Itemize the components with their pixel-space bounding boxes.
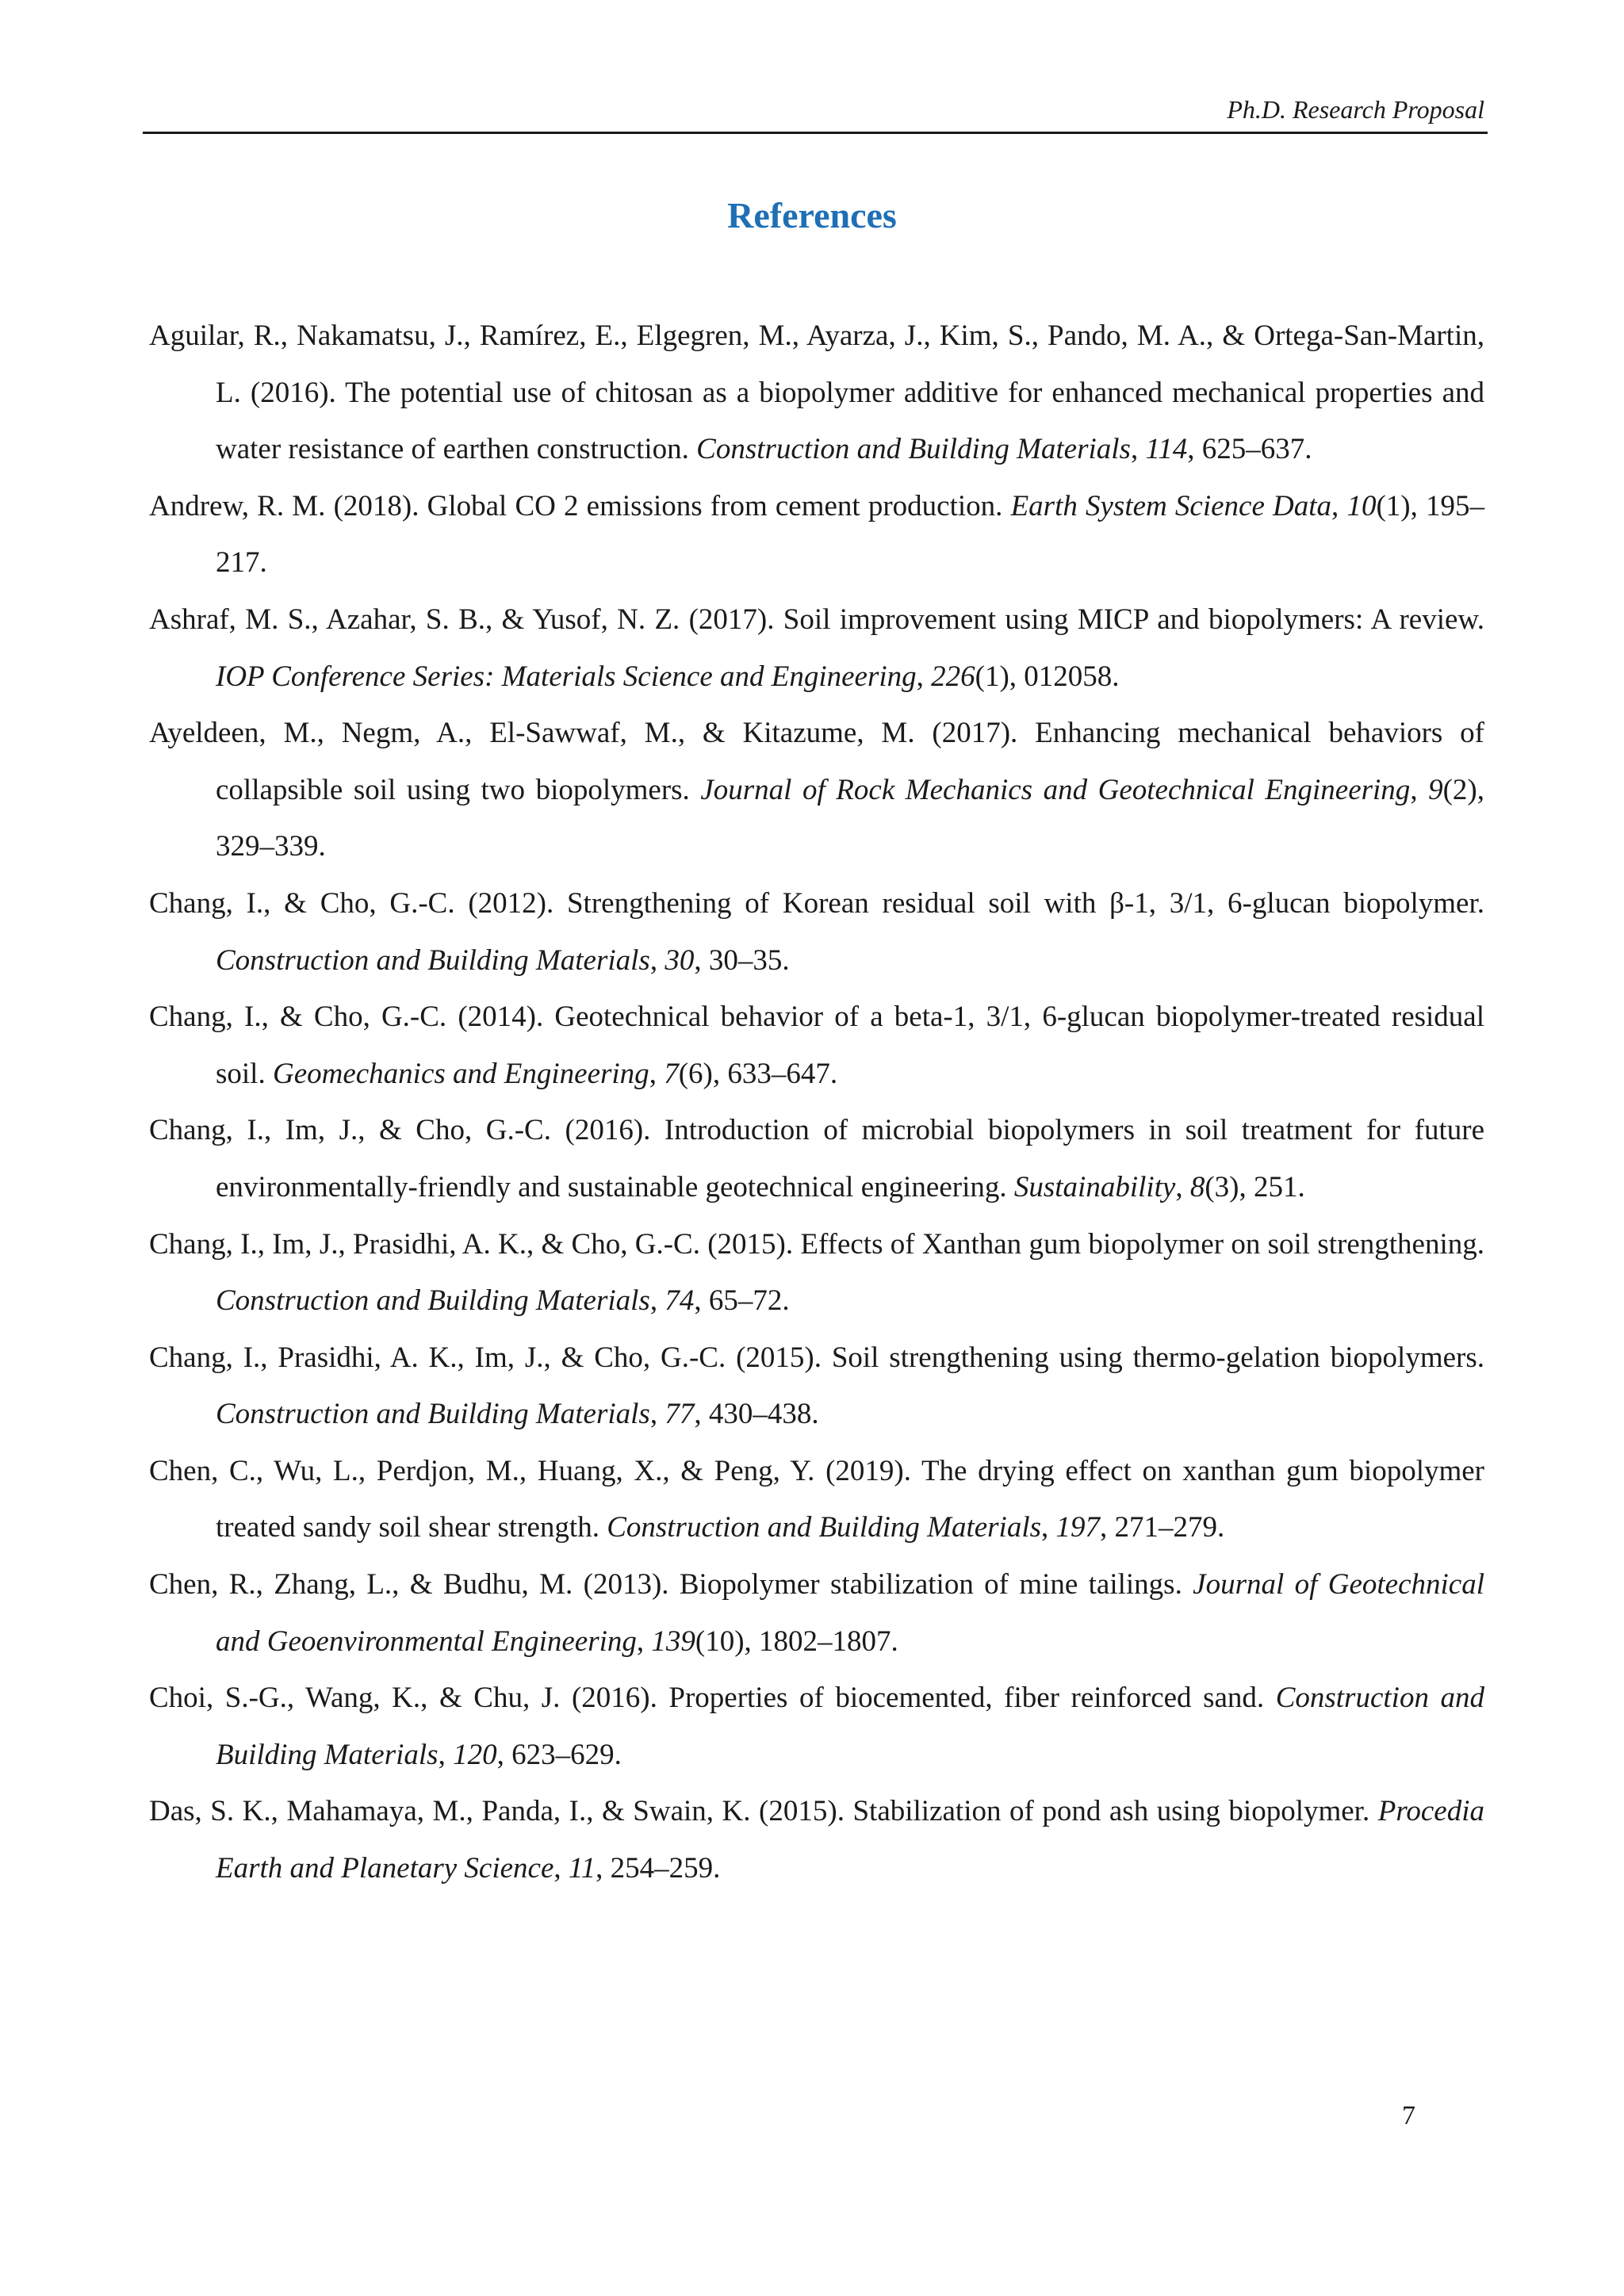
reference-list <box>149 308 1484 1897</box>
reference-text: , 623–629. <box>496 1738 622 1771</box>
reference-text: (2), 329–339. <box>216 773 1485 863</box>
reference-italic-text: 10 <box>1346 489 1377 522</box>
reference-text: Chang, I., Im, J., Prasidhi, A. K., & Cho, G.-C. (2015). Effects of Xanthan gum biopolymer on soil strengthening. <box>149 1227 1484 1261</box>
reference-text: Andrew, R. M. (2018). Global CO 2 emissions from cement production. <box>149 489 1011 522</box>
reference-entry <box>149 308 1484 478</box>
reference-text: , <box>636 1624 652 1658</box>
reference-italic-text: 11 <box>568 1852 596 1885</box>
reference-italic-text: Journal of Geotechnical and Geoenvironmental Engineering <box>216 1568 1484 1658</box>
reference-entry <box>149 1330 1484 1443</box>
reference-entry <box>149 1102 1484 1215</box>
reference-text: Chang, I., Im, J., & Cho, G.-C. (2016). Introduction of microbial biopolymers in soil treatment for future environmentally-friendly and sustainable geotechnical engineering. <box>149 1114 1484 1203</box>
reference-text: , <box>1130 433 1146 466</box>
reference-text: , 254–259. <box>596 1852 721 1885</box>
reference-text: , <box>1410 773 1429 806</box>
reference-text: , <box>649 1057 665 1090</box>
reference-entry <box>149 478 1484 591</box>
reference-entry <box>149 1556 1484 1670</box>
reference-text: , <box>1041 1511 1056 1544</box>
reference-entry <box>149 705 1484 875</box>
reference-text: Chen, C., Wu, L., Perdjon, M., Huang, X., & Peng, Y. (2019). The drying effect on xanthan gum biopolymer treated sandy soil shear strength. <box>149 1454 1484 1544</box>
reference-text: Chen, R., Zhang, L., & Budhu, M. (2013). Biopolymer stabilization of mine tailings. <box>149 1568 1193 1601</box>
reference-italic-text: Construction and Building Materials <box>216 943 650 977</box>
reference-text: (1), 195–217. <box>216 489 1484 580</box>
reference-italic-text: Construction and Building Materials <box>216 1284 650 1318</box>
reference-text: (6), 633–647. <box>678 1057 838 1090</box>
reference-italic-text: IOP Conference Series: Materials Science and Engineering <box>216 660 917 693</box>
reference-italic-text: Construction and Building Materials <box>216 1682 1484 1771</box>
reference-italic-text: 8 <box>1189 1170 1205 1203</box>
reference-text: Chang, I., Prasidhi, A. K., Im, J., & Cho, G.-C. (2015). Soil strengthening using thermo-gelation biopolymers. <box>149 1341 1484 1374</box>
reference-italic-text: 139 <box>651 1624 695 1658</box>
reference-entry <box>149 875 1484 989</box>
reference-italic-text: Geomechanics and Engineering <box>272 1057 649 1090</box>
section-title: References <box>727 195 897 235</box>
reference-text: , 271–279. <box>1100 1511 1225 1544</box>
reference-text: , <box>649 1398 665 1431</box>
reference-text: , 430–438. <box>694 1398 819 1431</box>
reference-text: , <box>1331 489 1347 522</box>
reference-italic-text: Construction and Building Materials <box>696 433 1131 466</box>
reference-italic-text: Sustainability <box>1013 1170 1176 1203</box>
reference-text: Aguilar, R., Nakamatsu, J., Ramírez, E., Elgegren, M., Ayarza, J., Kim, S., Pando, M. A., & Ortega-San-Martin, L. (2016). The potential use of chitosan as a biopolymer additive for enhanced mechanical properties and water resistance of earthen construction. <box>149 320 1484 466</box>
reference-text: Ashraf, M. S., Azahar, S. B., & Yusof, N. Z. (2017). Soil improvement using MICP and biopolymers: A review. <box>149 603 1484 636</box>
reference-text: Das, S. K., Mahamaya, M., Panda, I., & Swain, K. (2015). Stabilization of pond ash using biopolymer. <box>149 1795 1378 1828</box>
reference-italic-text: 197 <box>1055 1511 1101 1544</box>
reference-text: , <box>916 660 932 693</box>
reference-text: , 625–637. <box>1187 433 1312 466</box>
reference-text: Chang, I., & Cho, G.-C. (2014). Geotechnical behavior of a beta-1, 3/1, 6-glucan biopolymer-treated residual soil. <box>149 1001 1484 1090</box>
reference-text: (1), 012058. <box>975 660 1120 693</box>
reference-italic-text: Procedia Earth and Planetary Science <box>216 1795 1484 1885</box>
reference-italic-text: Earth System Science Data <box>1010 489 1332 522</box>
reference-text: , <box>649 1284 665 1318</box>
reference-entry <box>149 989 1484 1102</box>
reference-italic-text: Construction and Building Materials <box>607 1511 1042 1544</box>
reference-italic-text: 120 <box>453 1738 497 1771</box>
reference-italic-text: 30 <box>665 943 695 977</box>
reference-entry <box>149 1670 1484 1783</box>
reference-text: , <box>553 1852 569 1885</box>
reference-text: , <box>649 943 665 977</box>
reference-text: , <box>1175 1170 1190 1203</box>
reference-italic-text: 74 <box>665 1284 695 1318</box>
reference-text: Choi, S.-G., Wang, K., & Chu, J. (2016). Properties of biocemented, fiber reinforced sand. <box>149 1682 1276 1715</box>
reference-text: (3), 251. <box>1205 1170 1305 1203</box>
page-number: 7 <box>1402 2101 1415 2130</box>
reference-entry <box>149 1216 1484 1330</box>
running-title: Ph.D. Research Proposal <box>1227 95 1484 124</box>
reference-italic-text: 226 <box>931 660 975 693</box>
reference-italic-text: 7 <box>664 1057 679 1090</box>
reference-text: , 65–72. <box>694 1284 790 1318</box>
reference-italic-text: 114 <box>1145 433 1188 466</box>
reference-text: Chang, I., & Cho, G.-C. (2012). Strengthening of Korean residual soil with β-1, 3/1, 6-glucan biopolymer. <box>149 886 1484 920</box>
reference-italic-text: Journal of Rock Mechanics and Geotechnical Engineering <box>700 773 1411 806</box>
reference-text: , <box>438 1738 454 1771</box>
reference-text: (10), 1802–1807. <box>695 1624 898 1658</box>
reference-italic-text: Construction and Building Materials <box>216 1398 650 1431</box>
reference-entry <box>149 1783 1484 1896</box>
reference-text: Ayeldeen, M., Negm, A., El-Sawwaf, M., & Kitazume, M. (2017). Enhancing mechanical behaviors of collapsible soil using two biopolymers. <box>149 717 1484 806</box>
page-header <box>143 94 1488 134</box>
reference-italic-text: 9 <box>1428 773 1443 806</box>
reference-italic-text: 77 <box>665 1398 695 1431</box>
reference-text: , 30–35. <box>694 943 790 977</box>
reference-entry <box>149 1443 1484 1556</box>
reference-entry <box>149 591 1484 705</box>
